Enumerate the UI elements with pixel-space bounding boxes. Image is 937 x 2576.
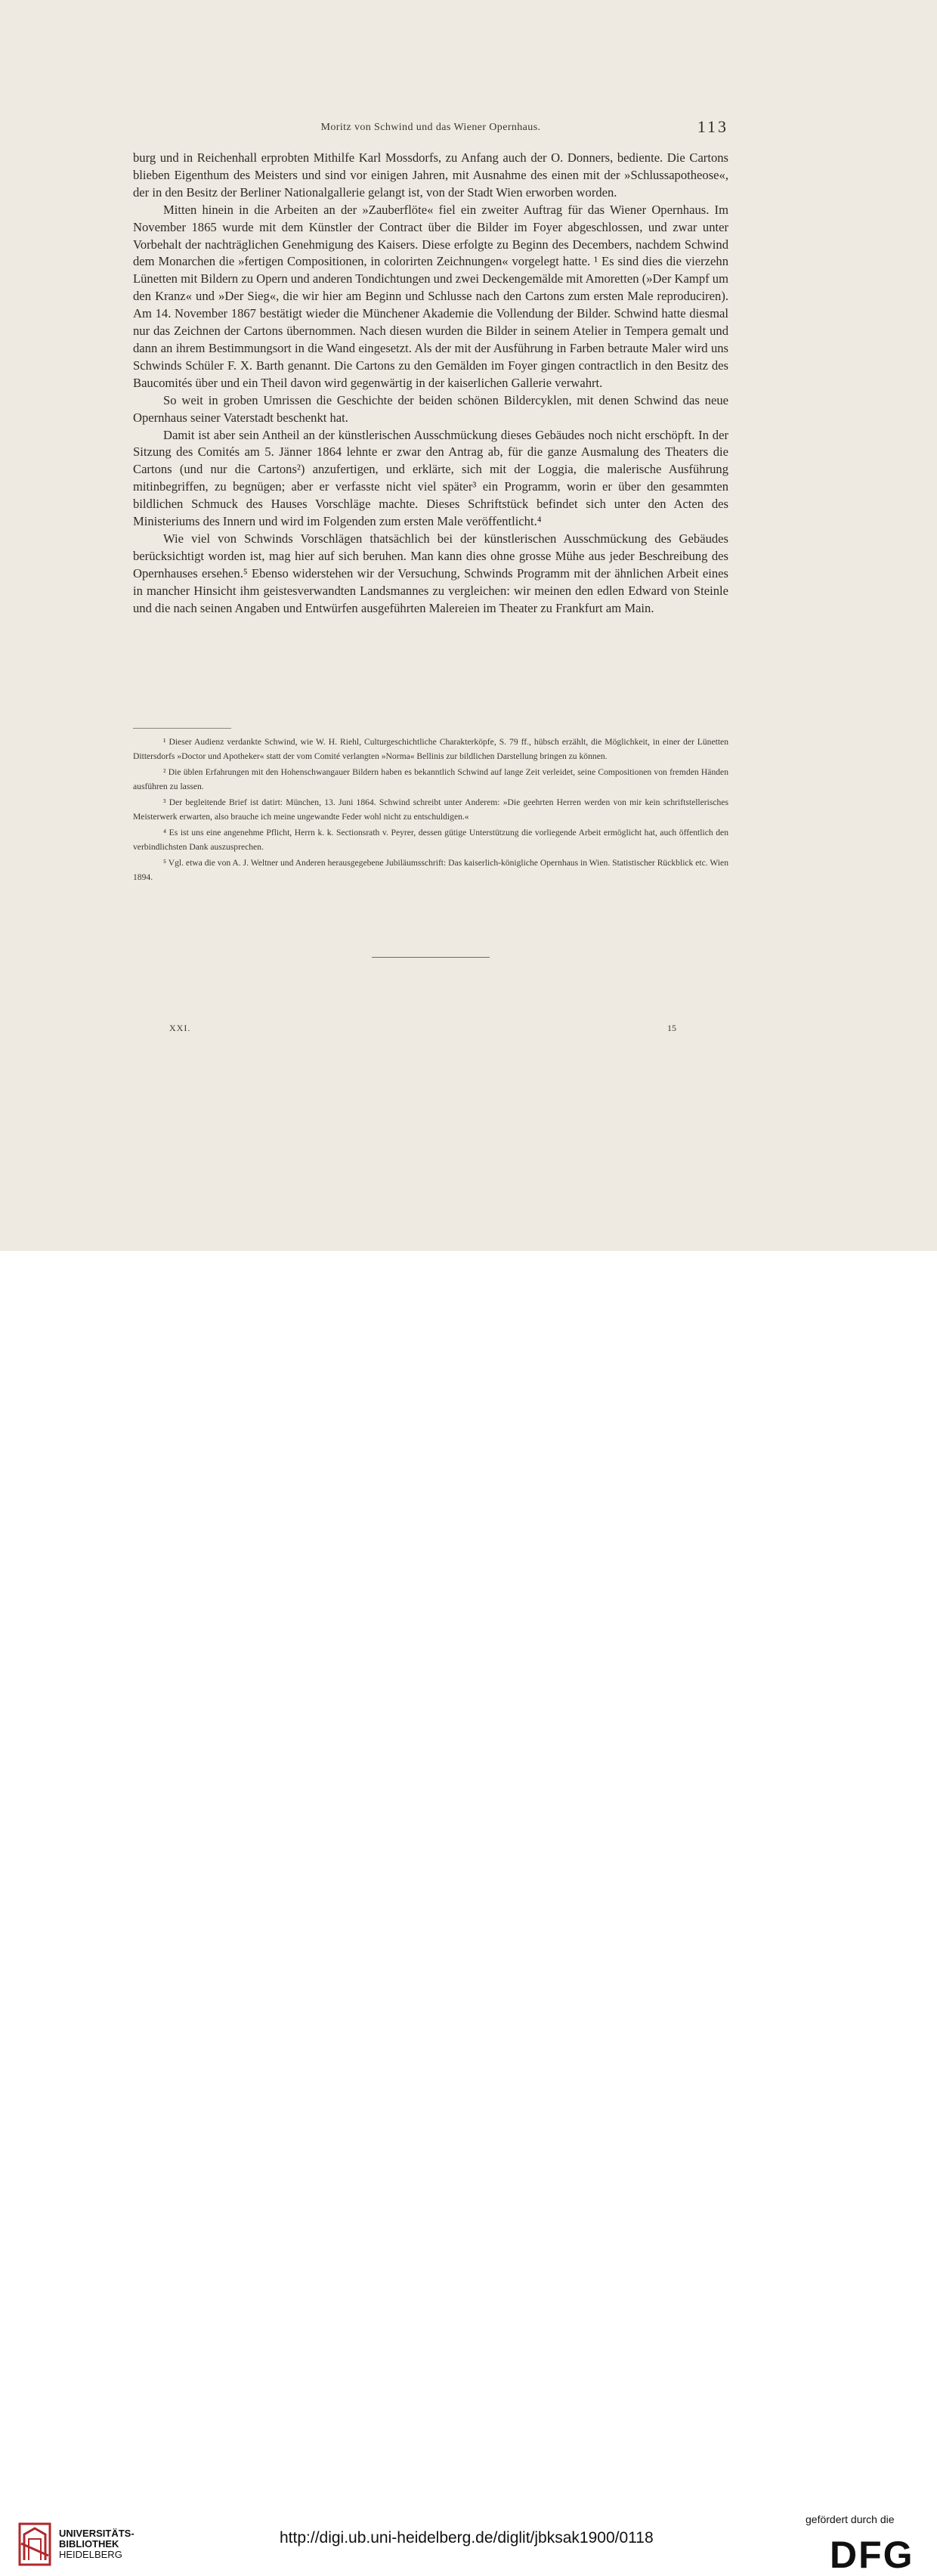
footer-bar (0, 1251, 937, 2576)
body-text (133, 150, 728, 617)
scanned-page (0, 0, 937, 1251)
library-name-line: BIBLIOTHEK (59, 2538, 119, 2550)
footnote: ³ Der begleitende Brief ist datirt: München, 13. Juni 1864. Schwind schreibt unter Anderem: »Die geehrten Herren werden von mir kein schriftstellerisches Meisterwerk erwarten, also brauche ich meine ungewandte Feder wohl nicht zu entschuldigen.« (133, 797, 728, 822)
footnote: ⁴ Es ist uns eine angenehme Pflicht, Herrn k. k. Sectionsrath v. Peyrer, dessen gütige Unterstützung die vorliegende Arbeit ermöglicht hat, auch öffentlich den verbindlichsten Dank auszusprechen. (133, 828, 728, 852)
paragraph: burg und in Reichenhall erprobten Mithilfe Karl Mossdorfs, zu Anfang auch der O. Donners, bediente. Die Cartons blieben Eigenthum des Meisters und sind vor einigen Jahren, mit Ausnahme des einen mit der »Schlussapotheose«, der in den Besitz der Berliner Nationalgallerie gelangt ist, von der Stadt Wien erworben worden. (133, 150, 728, 200)
paragraph: Mitten hinein in die Arbeiten an der »Zauberflöte« fiel ein zweiter Auftrag für das Wiener Opernhaus. Im November 1865 wurde mit dem Künstler der Contract über die Bilder im Foyer abgeschlossen, und zwar unter Vorbehalt der nachträglichen Genehmigung des Kaisers. Diese erfolgte zu Beginn des Decembers, nachdem Schwind dem Monarchen die »fertigen Compositionen, in colorirten Zeichnungen« vorgelegt hatte. ¹ Es sind dies die vierzehn Lünetten mit Bildern zu Opern und anderen Tondichtungen und zwei Deckengemälde mit Amoretten (»Der Kampf um den Kranz« und »Der Sieg«, die wir hier am Beginn und Schlusse nach den Cartons zum ersten Male reproduciren). Am 14. November 1867 bestätigt wieder die Münchener Akademie die Vollendung der Bilder. Schwind hatte diesmal nur das Zeichnen der Cartons übernommen. Nach diesen wurden die Bilder in seinem Atelier in Tempera gemalt und dann an ihrem Bestimmungsort in die Wand eingesetzt. Als der mit der Ausführung in Farben betraute Maler wird uns Schwinds Schüler F. X. Barth genannt. Die Cartons zu den Gemälden im Foyer gingen contractlich in den Besitz des Baucomités über und ein Theil davon wird gegenwärtig in der kaiserlichen Gallerie verwahrt. (133, 202, 728, 390)
closing-rule (372, 957, 490, 958)
sponsor-label: gefördert durch die (806, 2513, 895, 2525)
footnote: ¹ Dieser Audienz verdankte Schwind, wie W. H. Riehl, Culturgeschichtliche Charakterköpfe, S. 79 ff., hübsch erzählt, die Möglichkeit, in einer der Lünetten Dittersdorfs »Doctor und Apotheker« statt der vom Comité verlangten »Norma« Bellinis zur bildlichen Darstellung bringen zu können. (133, 737, 728, 761)
dfg-logo[interactable]: DFG (830, 2534, 914, 2576)
library-name-line: UNIVERSITÄTS- (59, 2528, 135, 2539)
footnote: ⁵ Vgl. etwa die von A. J. Weltner und Anderen herausgegebene Jubiläumsschrift: Das kaiserlich-königliche Opernhaus in Wien. Statistischer Rückblick etc. Wien 1894. (133, 858, 728, 882)
university-library-logo-icon[interactable] (17, 2521, 53, 2568)
sheet-number: 15 (667, 1023, 676, 1033)
library-name-line: HEIDELBERG (59, 2549, 122, 2560)
running-head (133, 117, 728, 140)
footnote-separator (133, 728, 231, 729)
paragraph: So weit in groben Umrissen die Geschichte der beiden schönen Bildercyklen, mit denen Schwind das neue Opernhaus seiner Vaterstadt beschenkt hat. (133, 392, 728, 425)
paragraph: Wie viel von Schwinds Vorschlägen thatsächlich bei der künstlerischen Ausschmückung des Gebäudes berücksichtigt worden ist, mag hier auf sich beruhen. Man kann dies ohne grosse Mühe aus jeder Beschreibung des Opernhauses ersehen.⁵ Ebenso widerstehen wir der Versuchung, Schwinds Programm mit der ähnlichen Arbeit eines in mancher Hinsicht ihm geistesverwandten Landsmannes zu vergleichen: wir meinen den edlen Edward von Steinle und die nach seinen Angaben und Entwürfen ausgeführten Malereien im Theater zu Frankfurt am Main. (133, 531, 728, 615)
university-library-name[interactable] (59, 2528, 135, 2560)
permalink-url[interactable]: http://digi.ub.uni-heidelberg.de/diglit/jbksak1900/0118 (280, 2529, 654, 2547)
footnotes (133, 735, 728, 886)
paragraph: Damit ist aber sein Antheil an der künstlerischen Ausschmückung dieses Gebäudes noch nicht erschöpft. In der Sitzung des Comités am 5. Jänner 1864 lehnte er zwar den Antrag ab, für die ganze Ausmalung des Theaters die Cartons (und nur die Cartons²) anzufertigen, und erklärte, sich mit der Loggia, die malerische Ausführung mitinbegriffen, zu begnügen; aber er verfasste nicht viel später³ ein Programm, worin er über den gesammten bildlichen Schmuck des Hauses Vorschläge machte. Dieses Schriftstück befindet sich unter den Acten des Ministeriums des Innern und wird im Folgenden zum ersten Male veröffentlicht.⁴ (133, 427, 728, 529)
footnote: ² Die üblen Erfahrungen mit den Hohenschwangauer Bildern haben es bekanntlich Schwind auf lange Zeit verleidet, seine Compositionen von fremden Händen ausführen zu lassen. (133, 767, 728, 791)
page-number: 113 (697, 117, 728, 136)
running-head-title: Moritz von Schwind und das Wiener Opernhaus. (320, 122, 541, 133)
signature-mark: XXI. (169, 1023, 191, 1033)
